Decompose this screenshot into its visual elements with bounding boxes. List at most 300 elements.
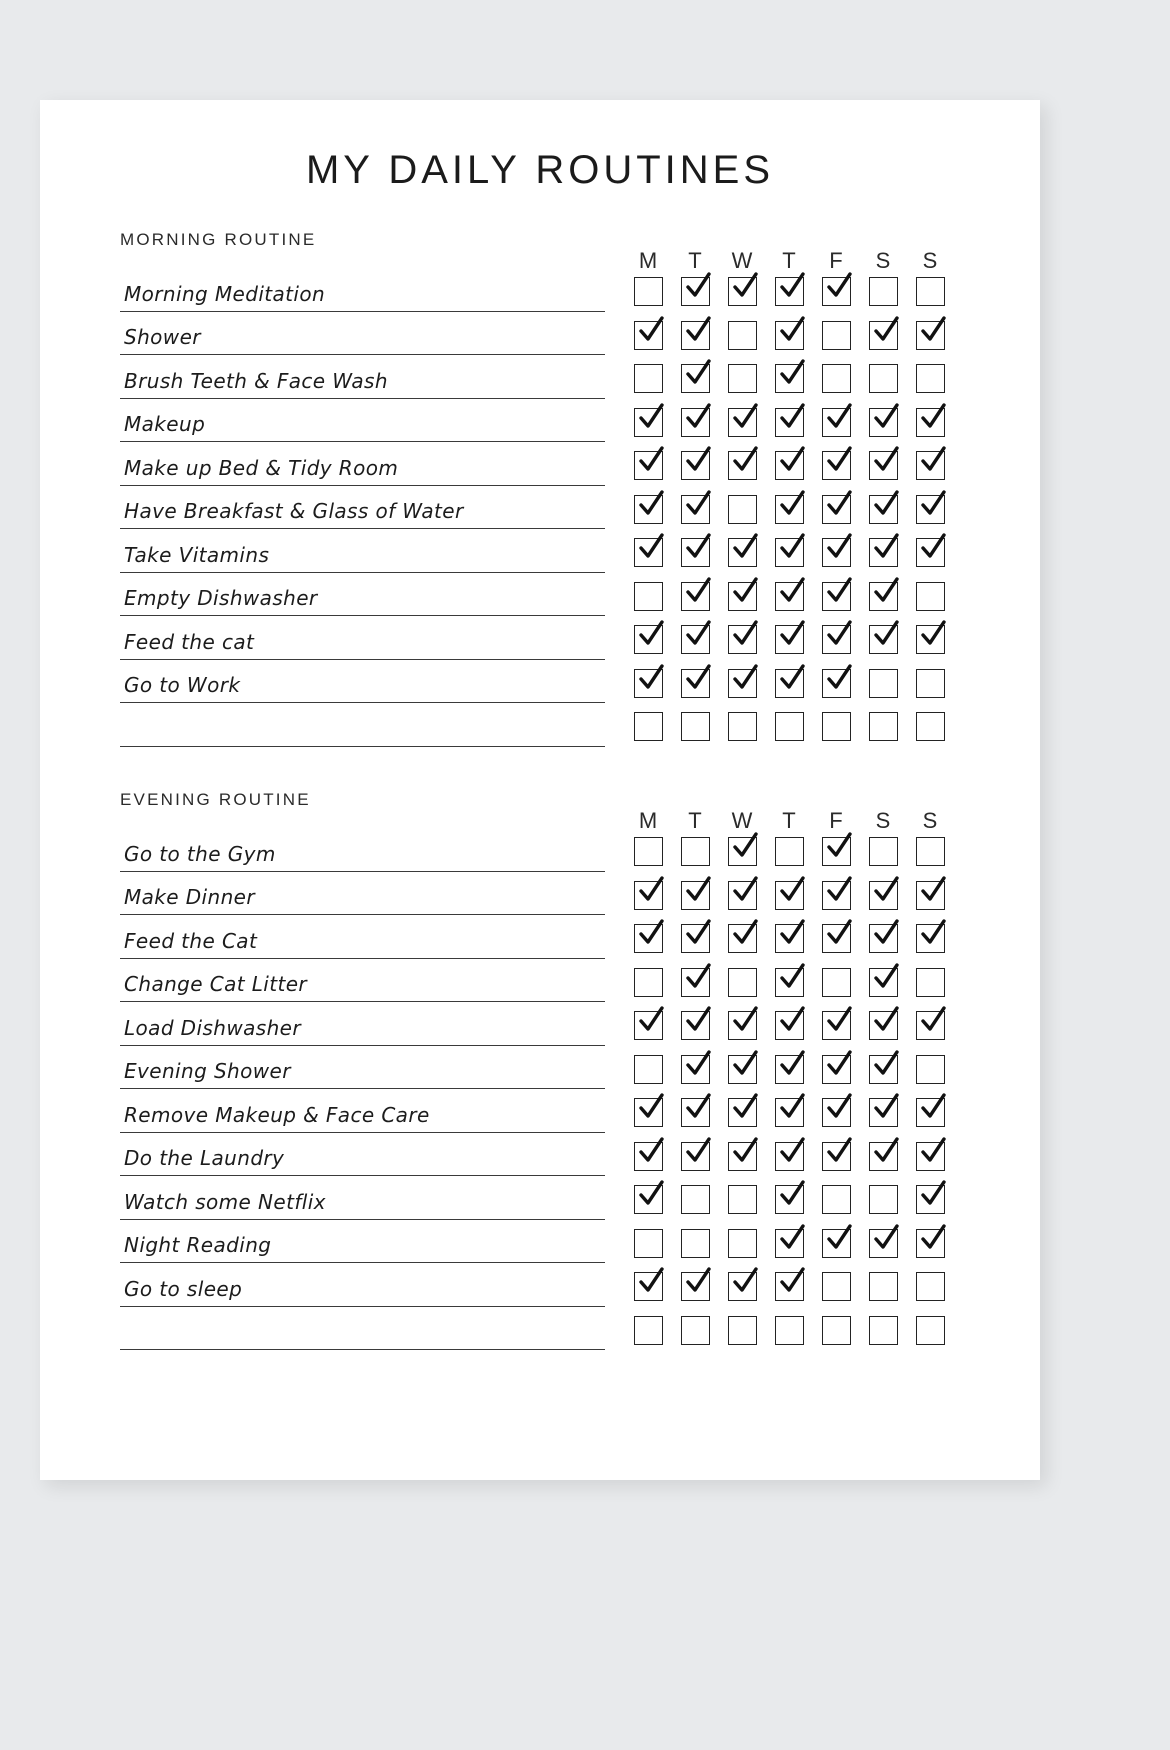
- checkbox-frame: [634, 364, 663, 393]
- checkbox-row: [625, 1178, 960, 1222]
- checkbox-frame: [634, 1229, 663, 1258]
- checkbox-row: [625, 488, 960, 532]
- checkbox-row: [625, 270, 960, 314]
- checkbox[interactable]: [672, 625, 719, 654]
- checkbox[interactable]: [625, 1142, 672, 1171]
- task-line[interactable]: [120, 915, 605, 959]
- checkbox[interactable]: [813, 625, 860, 654]
- checkbox[interactable]: [766, 1185, 813, 1214]
- task-line[interactable]: [120, 399, 605, 443]
- day-label: F: [829, 248, 844, 273]
- check-mark-icon: [919, 1006, 947, 1034]
- checkbox[interactable]: [766, 1142, 813, 1171]
- checkbox[interactable]: [625, 1316, 672, 1345]
- checkbox[interactable]: [625, 495, 672, 524]
- checkbox-row: [625, 575, 960, 619]
- checkbox-frame: [916, 364, 945, 393]
- checkbox-frame: [822, 1055, 851, 1084]
- checkbox[interactable]: [860, 1098, 907, 1127]
- checkbox[interactable]: [672, 837, 719, 866]
- checkbox-frame: [728, 1185, 757, 1214]
- checkbox[interactable]: [672, 1142, 719, 1171]
- checkbox-frame: [869, 881, 898, 910]
- checkbox-frame: [775, 321, 804, 350]
- checkbox-frame: [681, 321, 710, 350]
- checkbox[interactable]: [766, 1055, 813, 1084]
- checkbox[interactable]: [719, 1272, 766, 1301]
- checkbox[interactable]: [625, 1229, 672, 1258]
- checkbox[interactable]: [625, 364, 672, 393]
- checkbox[interactable]: [672, 1055, 719, 1084]
- checkbox[interactable]: [860, 712, 907, 741]
- check-mark-icon: [872, 577, 900, 605]
- check-mark-icon: [778, 272, 806, 300]
- checkbox[interactable]: [813, 408, 860, 437]
- checkbox-frame: [728, 408, 757, 437]
- check-mark-icon: [825, 1137, 853, 1165]
- checkbox[interactable]: [672, 712, 719, 741]
- checkbox[interactable]: [907, 924, 954, 953]
- task-line[interactable]: [120, 442, 605, 486]
- checkbox[interactable]: [860, 321, 907, 350]
- checkbox[interactable]: [907, 1185, 954, 1214]
- check-mark-icon: [684, 403, 712, 431]
- checkbox-grid-morning[interactable]: [625, 270, 960, 749]
- checkbox-frame: [634, 625, 663, 654]
- checkbox-frame: [869, 1272, 898, 1301]
- checkbox[interactable]: [766, 538, 813, 567]
- checkbox-row: [625, 917, 960, 961]
- checkbox[interactable]: [907, 669, 954, 698]
- checkbox-frame: [681, 1142, 710, 1171]
- check-mark-icon: [637, 533, 665, 561]
- checkbox[interactable]: [672, 881, 719, 910]
- checkbox-frame: [869, 1142, 898, 1171]
- checkbox[interactable]: [813, 1229, 860, 1258]
- checkbox[interactable]: [860, 669, 907, 698]
- checkbox[interactable]: [672, 321, 719, 350]
- check-mark-icon: [684, 919, 712, 947]
- task-label: Makeup: [124, 412, 206, 436]
- checkbox[interactable]: [766, 881, 813, 910]
- checkbox[interactable]: [907, 321, 954, 350]
- checkbox[interactable]: [672, 364, 719, 393]
- check-mark-icon: [684, 446, 712, 474]
- checkbox-frame: [728, 669, 757, 698]
- checkbox[interactable]: [813, 364, 860, 393]
- checkbox[interactable]: [813, 1316, 860, 1345]
- checkbox-row: [625, 357, 960, 401]
- check-mark-icon: [872, 1137, 900, 1165]
- checkbox[interactable]: [672, 582, 719, 611]
- check-mark-icon: [731, 620, 759, 648]
- checkbox[interactable]: [860, 1011, 907, 1040]
- checkbox[interactable]: [907, 495, 954, 524]
- checkbox[interactable]: [625, 1185, 672, 1214]
- checkbox[interactable]: [813, 1011, 860, 1040]
- check-mark-icon: [872, 620, 900, 648]
- checkbox[interactable]: [672, 968, 719, 997]
- task-line[interactable]: [120, 1176, 605, 1220]
- checkbox[interactable]: [625, 1272, 672, 1301]
- check-mark-icon: [731, 403, 759, 431]
- task-line[interactable]: [120, 529, 605, 573]
- checkbox[interactable]: [672, 669, 719, 698]
- check-mark-icon: [778, 1006, 806, 1034]
- checkbox[interactable]: [907, 1142, 954, 1171]
- checkbox[interactable]: [625, 1011, 672, 1040]
- task-line[interactable]: [120, 312, 605, 356]
- checkbox-frame: [681, 968, 710, 997]
- checkbox[interactable]: [672, 495, 719, 524]
- checkbox[interactable]: [672, 1272, 719, 1301]
- checkbox-frame: [869, 1098, 898, 1127]
- checkbox[interactable]: [719, 968, 766, 997]
- checkbox[interactable]: [719, 538, 766, 567]
- task-line[interactable]: [120, 1133, 605, 1177]
- checkbox-frame: [681, 451, 710, 480]
- checkbox[interactable]: [907, 277, 954, 306]
- checkbox-frame: [822, 1098, 851, 1127]
- checkbox-frame: [728, 321, 757, 350]
- checkbox-frame: [916, 881, 945, 910]
- checkbox[interactable]: [625, 582, 672, 611]
- checkbox-frame: [775, 712, 804, 741]
- checkbox[interactable]: [860, 451, 907, 480]
- checkbox[interactable]: [813, 837, 860, 866]
- checkbox[interactable]: [766, 1098, 813, 1127]
- checkbox[interactable]: [907, 625, 954, 654]
- checkbox[interactable]: [625, 669, 672, 698]
- checkbox[interactable]: [672, 1098, 719, 1127]
- check-mark-icon: [778, 1050, 806, 1078]
- task-line[interactable]: [120, 1002, 605, 1046]
- checkbox[interactable]: [719, 495, 766, 524]
- checkbox[interactable]: [860, 538, 907, 567]
- check-mark-icon: [919, 1093, 947, 1121]
- checkbox-frame: [869, 495, 898, 524]
- checkbox[interactable]: [625, 712, 672, 741]
- checkbox[interactable]: [860, 625, 907, 654]
- check-mark-icon: [731, 1093, 759, 1121]
- checkbox[interactable]: [719, 1185, 766, 1214]
- checkbox[interactable]: [625, 924, 672, 953]
- checkbox[interactable]: [907, 1098, 954, 1127]
- checkbox[interactable]: [907, 1011, 954, 1040]
- check-mark-icon: [778, 1180, 806, 1208]
- check-mark-icon: [778, 1224, 806, 1252]
- task-label: Night Reading: [124, 1233, 272, 1257]
- checkbox[interactable]: [719, 1142, 766, 1171]
- checkbox[interactable]: [813, 582, 860, 611]
- checkbox-frame: [916, 1142, 945, 1171]
- checkbox-frame: [916, 277, 945, 306]
- checkbox[interactable]: [766, 495, 813, 524]
- checkbox-frame: [634, 321, 663, 350]
- checkbox[interactable]: [766, 1229, 813, 1258]
- checkbox[interactable]: [813, 495, 860, 524]
- checkbox[interactable]: [860, 1142, 907, 1171]
- checkbox[interactable]: [719, 1011, 766, 1040]
- task-line[interactable]: [120, 573, 605, 617]
- checkbox[interactable]: [907, 364, 954, 393]
- checkbox[interactable]: [625, 451, 672, 480]
- checkbox[interactable]: [766, 669, 813, 698]
- checkbox[interactable]: [813, 669, 860, 698]
- checkbox-frame: [916, 837, 945, 866]
- task-line[interactable]: [120, 1220, 605, 1264]
- checkbox-frame: [869, 924, 898, 953]
- checkbox[interactable]: [625, 538, 672, 567]
- check-mark-icon: [919, 620, 947, 648]
- checkbox[interactable]: [907, 582, 954, 611]
- checkbox[interactable]: [860, 1229, 907, 1258]
- check-mark-icon: [778, 876, 806, 904]
- checkbox[interactable]: [813, 1055, 860, 1084]
- day-label: W: [731, 808, 754, 833]
- checkbox-frame: [775, 408, 804, 437]
- checkbox[interactable]: [860, 881, 907, 910]
- task-line[interactable]: [120, 660, 605, 704]
- check-mark-icon: [684, 1137, 712, 1165]
- checkbox[interactable]: [625, 408, 672, 437]
- checkbox[interactable]: [672, 451, 719, 480]
- task-line[interactable]: [120, 828, 605, 872]
- checkbox[interactable]: [907, 968, 954, 997]
- check-mark-icon: [919, 446, 947, 474]
- checkbox-frame: [869, 712, 898, 741]
- checkbox[interactable]: [813, 881, 860, 910]
- checkbox[interactable]: [672, 1011, 719, 1040]
- task-line[interactable]: [120, 703, 605, 747]
- check-mark-icon: [872, 533, 900, 561]
- checkbox-grid-evening[interactable]: [625, 830, 960, 1352]
- check-mark-icon: [778, 1267, 806, 1295]
- checkbox[interactable]: [907, 1229, 954, 1258]
- checkbox[interactable]: [907, 408, 954, 437]
- checkbox[interactable]: [907, 538, 954, 567]
- checkbox-frame: [728, 277, 757, 306]
- checkbox[interactable]: [719, 625, 766, 654]
- checkbox[interactable]: [672, 1229, 719, 1258]
- check-mark-icon: [637, 403, 665, 431]
- checkbox-frame: [728, 538, 757, 567]
- day-label: M: [638, 808, 659, 833]
- checkbox[interactable]: [719, 1316, 766, 1345]
- checkbox[interactable]: [860, 495, 907, 524]
- checkbox[interactable]: [766, 924, 813, 953]
- checkbox[interactable]: [625, 321, 672, 350]
- checkbox-frame: [869, 451, 898, 480]
- checkbox[interactable]: [860, 408, 907, 437]
- checkbox[interactable]: [907, 881, 954, 910]
- checkbox-frame: [869, 277, 898, 306]
- checkbox[interactable]: [766, 1272, 813, 1301]
- check-mark-icon: [825, 446, 853, 474]
- checkbox[interactable]: [766, 1011, 813, 1040]
- checkbox-frame: [916, 1055, 945, 1084]
- check-mark-icon: [919, 1180, 947, 1208]
- checkbox-frame: [916, 924, 945, 953]
- checkbox-frame: [634, 881, 663, 910]
- printable-sheet: [40, 100, 1040, 1480]
- checkbox-frame: [869, 1316, 898, 1345]
- checkbox-row: [625, 662, 960, 706]
- checkbox-row: [625, 961, 960, 1005]
- checkbox-row: [625, 1004, 960, 1048]
- checkbox[interactable]: [813, 538, 860, 567]
- day-label: T: [782, 248, 797, 273]
- checkbox[interactable]: [719, 712, 766, 741]
- checkbox[interactable]: [766, 1316, 813, 1345]
- checkbox[interactable]: [860, 1185, 907, 1214]
- checkbox[interactable]: [860, 277, 907, 306]
- check-mark-icon: [637, 919, 665, 947]
- checkbox[interactable]: [860, 924, 907, 953]
- check-mark-icon: [872, 1050, 900, 1078]
- checkbox[interactable]: [719, 277, 766, 306]
- task-line[interactable]: [120, 486, 605, 530]
- checkbox[interactable]: [672, 1185, 719, 1214]
- checkbox-frame: [634, 538, 663, 567]
- checkbox[interactable]: [625, 837, 672, 866]
- checkbox-frame: [634, 1142, 663, 1171]
- task-line[interactable]: [120, 1263, 605, 1307]
- checkbox[interactable]: [766, 712, 813, 741]
- task-line[interactable]: [120, 268, 605, 312]
- checkbox[interactable]: [719, 881, 766, 910]
- checkbox[interactable]: [860, 1272, 907, 1301]
- checkbox[interactable]: [672, 1316, 719, 1345]
- checkbox[interactable]: [860, 837, 907, 866]
- checkbox[interactable]: [719, 582, 766, 611]
- checkbox-frame: [634, 408, 663, 437]
- checkbox[interactable]: [860, 1055, 907, 1084]
- checkbox[interactable]: [719, 1098, 766, 1127]
- checkbox[interactable]: [625, 1055, 672, 1084]
- checkbox[interactable]: [766, 625, 813, 654]
- checkbox[interactable]: [719, 408, 766, 437]
- checkbox[interactable]: [719, 1055, 766, 1084]
- checkbox-frame: [916, 1185, 945, 1214]
- task-line[interactable]: [120, 616, 605, 660]
- checkbox[interactable]: [813, 1185, 860, 1214]
- checkbox[interactable]: [719, 837, 766, 866]
- checkbox-frame: [822, 1229, 851, 1258]
- checkbox[interactable]: [907, 712, 954, 741]
- checkbox[interactable]: [907, 1272, 954, 1301]
- checkbox-frame: [681, 712, 710, 741]
- task-line[interactable]: [120, 1307, 605, 1351]
- checkbox[interactable]: [766, 321, 813, 350]
- checkbox[interactable]: [813, 968, 860, 997]
- checkbox[interactable]: [719, 364, 766, 393]
- checkbox[interactable]: [813, 1272, 860, 1301]
- checkbox-frame: [916, 1011, 945, 1040]
- checkbox-frame: [728, 968, 757, 997]
- checkbox[interactable]: [860, 582, 907, 611]
- check-mark-icon: [637, 316, 665, 344]
- task-line[interactable]: [120, 1089, 605, 1133]
- checkbox[interactable]: [625, 277, 672, 306]
- checkbox[interactable]: [860, 1316, 907, 1345]
- checkbox[interactable]: [672, 277, 719, 306]
- checkbox[interactable]: [813, 451, 860, 480]
- task-label: Have Breakfast & Glass of Water: [124, 499, 464, 523]
- checkbox[interactable]: [813, 277, 860, 306]
- checkbox[interactable]: [860, 968, 907, 997]
- day-label: S: [875, 248, 892, 273]
- checkbox-frame: [869, 364, 898, 393]
- checkbox[interactable]: [907, 1316, 954, 1345]
- checkbox-frame: [822, 712, 851, 741]
- checkbox[interactable]: [672, 538, 719, 567]
- task-label: Remove Makeup & Face Care: [124, 1102, 430, 1127]
- checkbox[interactable]: [813, 712, 860, 741]
- checkbox[interactable]: [719, 451, 766, 480]
- checkbox-frame: [869, 321, 898, 350]
- checkbox-frame: [775, 669, 804, 698]
- checkbox[interactable]: [813, 924, 860, 953]
- checkbox[interactable]: [766, 277, 813, 306]
- checkbox[interactable]: [719, 924, 766, 953]
- checkbox[interactable]: [907, 451, 954, 480]
- page-shadow: [40, 100, 1040, 1480]
- checkbox-frame: [728, 924, 757, 953]
- checkbox[interactable]: [766, 451, 813, 480]
- task-line[interactable]: [120, 959, 605, 1003]
- checkbox[interactable]: [860, 364, 907, 393]
- checkbox-frame: [634, 451, 663, 480]
- checkbox[interactable]: [813, 321, 860, 350]
- checkbox[interactable]: [766, 582, 813, 611]
- checkbox[interactable]: [766, 837, 813, 866]
- checkbox[interactable]: [625, 1098, 672, 1127]
- task-line[interactable]: [120, 1046, 605, 1090]
- checkbox[interactable]: [672, 408, 719, 437]
- checkbox[interactable]: [719, 669, 766, 698]
- checkbox[interactable]: [625, 625, 672, 654]
- task-label: Empty Dishwasher: [124, 586, 318, 610]
- check-mark-icon: [637, 620, 665, 648]
- checkbox[interactable]: [672, 924, 719, 953]
- task-line[interactable]: [120, 355, 605, 399]
- checkbox-row: [625, 1222, 960, 1266]
- checkbox[interactable]: [813, 1098, 860, 1127]
- checkbox[interactable]: [907, 837, 954, 866]
- checkbox[interactable]: [766, 968, 813, 997]
- task-label: Morning Meditation: [124, 281, 326, 306]
- checkbox[interactable]: [625, 881, 672, 910]
- task-label: Load Dishwasher: [124, 1015, 301, 1040]
- check-mark-icon: [778, 1137, 806, 1165]
- task-list-morning: [120, 268, 605, 747]
- checkbox-frame: [916, 538, 945, 567]
- checkbox[interactable]: [625, 968, 672, 997]
- checkbox-row: [625, 705, 960, 749]
- checkbox-frame: [681, 538, 710, 567]
- checkbox-frame: [869, 1011, 898, 1040]
- day-label: S: [922, 808, 939, 833]
- checkbox[interactable]: [719, 321, 766, 350]
- task-line[interactable]: [120, 872, 605, 916]
- checkbox[interactable]: [766, 364, 813, 393]
- checkbox[interactable]: [813, 1142, 860, 1171]
- checkbox[interactable]: [719, 1229, 766, 1258]
- checkbox[interactable]: [907, 1055, 954, 1084]
- checkbox[interactable]: [766, 408, 813, 437]
- checkbox-frame: [775, 968, 804, 997]
